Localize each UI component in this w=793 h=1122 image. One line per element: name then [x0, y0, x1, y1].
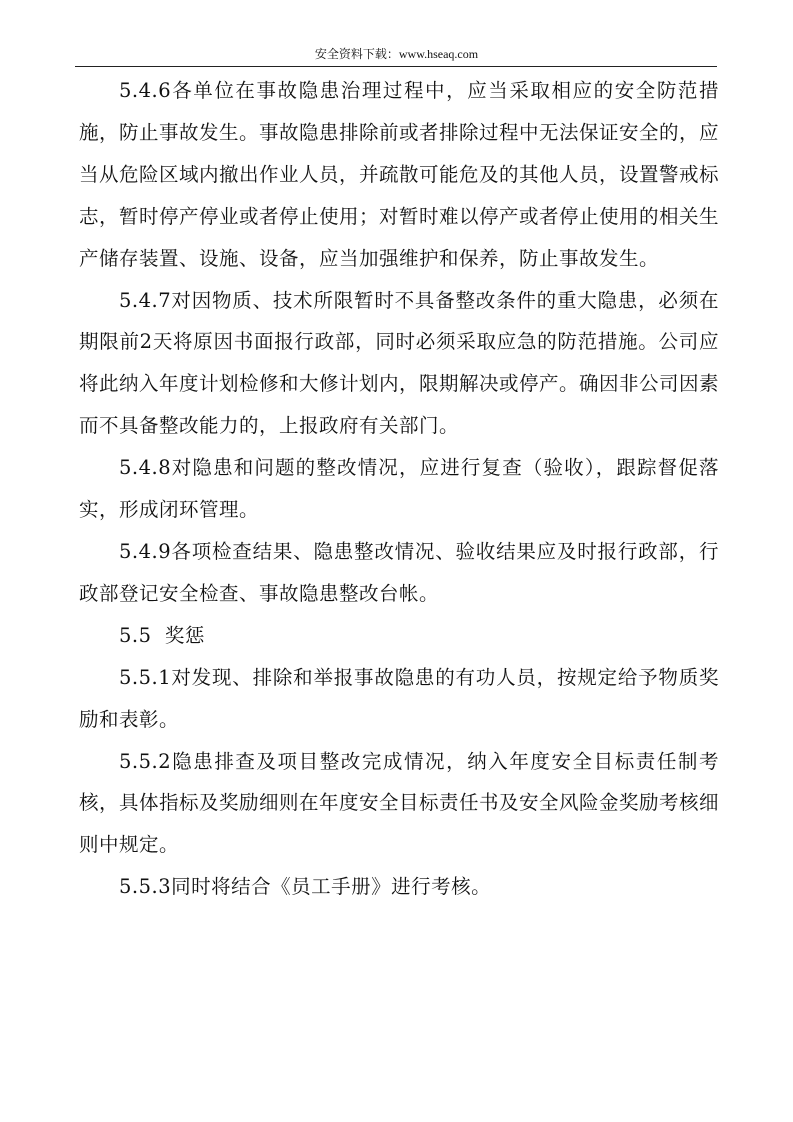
clause-5-4-9: 5.4.9各项检查结果、隐患整改情况、验收结果应及时报行政部，行政部登记安全检查、事故隐患整改台帐。 — [79, 539, 719, 605]
clause-5-4-7: 5.4.7对因物质、技术所限暂时不具备整改条件的重大隐患，必须在期限前2天将原因书面报行政部，同时必须采取应急的防范措施。公司应将此纳入年度计划检修和大修计划内，限期解决或停产。确因非公司因素而不具备整改能力的，上报政府有关部门。 — [79, 288, 720, 438]
clause-5-4-6: 5.4.6各单位在事故隐患治理过程中，应当采取相应的安全防范措施，防止事故发生。事故隐患排除前或者排除过程中无法保证安全的，应当从危险区域内撤出作业人员，并疏散可能危及的其他人员，设置警戒标志，暂时停产停业或者停止使用；对暂时难以停产或者停止使用的相关生产储存装置、设施、设备，应当加强维护和保养，防止事故发生。 — [79, 79, 720, 270]
clause-5-5-1: 5.5.1对发现、排除和举报事故隐患的有功人员，按规定给予物质奖励和表彰。 — [79, 665, 719, 731]
clause-5-5-3: 5.5.3同时将结合《员工手册》进行考核。 — [119, 875, 492, 899]
header-divider — [75, 66, 717, 67]
section-5-5-heading: 5.5 奖惩 — [119, 623, 205, 647]
page-header: 安全资料下载：www.hseaq.com — [314, 47, 479, 61]
document-body — [79, 70, 719, 908]
clause-5-5-2: 5.5.2隐患排查及项目整改完成情况，纳入年度安全目标责任制考核，具体指标及奖励细则在年度安全目标责任书及安全风险金奖励考核细则中规定。 — [79, 749, 720, 857]
clause-5-4-8: 5.4.8对隐患和问题的整改情况，应进行复查（验收），跟踪督促落实，形成闭环管理。 — [79, 456, 719, 522]
